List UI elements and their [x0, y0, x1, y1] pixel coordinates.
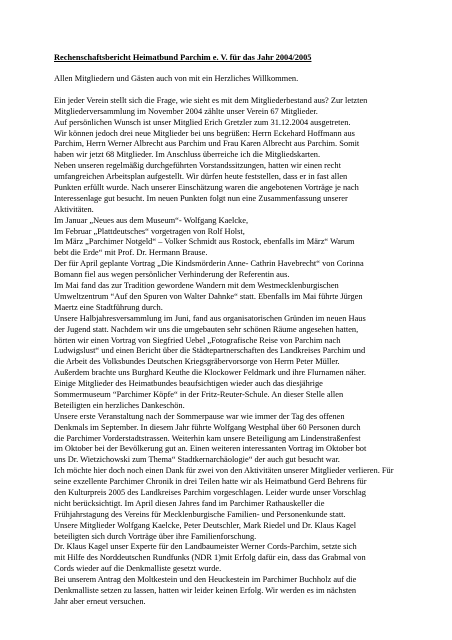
- body-text-line: der Jugend statt. Nachdem wir uns die umgebauten sehr schönen Räume angesehen hatten,: [54, 324, 359, 334]
- body-text-line: Denkmalliste setzen zu lassen, hatten wir leider keinen Erfolg. Wir werden es im nächsten: [54, 585, 357, 595]
- body-text-line: Unsere Mitglieder Wolfgang Kaelcke, Peter Deutschler, Mark Riedel und Dr. Klaus Kagel: [54, 520, 357, 530]
- document-title: Rechenschaftsbericht Heimatbund Parchim e. V. für das Jahr 2004/2005: [54, 53, 312, 62]
- body-text-line: Frühjahrstagung des Vereins für Mecklenburgische Familien- und Personenkunde statt.: [54, 509, 346, 519]
- body-text-line: die Arbeit des Volksbundes Deutschen Kriegsgräbervorsorge von Herrn Peter Müller.: [54, 357, 340, 367]
- greeting-paragraph: Allen Mitgliedern und Gästen auch von mit ein Herzliches Willkommen.: [54, 74, 299, 83]
- body-text-line: Auf persönlichen Wunsch ist unser Mitglied Erich Gretzler zum 31.12.2004 ausgetreten.: [54, 117, 351, 127]
- body-text-line: Sommermuseum “Parchimer Köpfe“ in der Fritz-Reuter-Schule. An dieser Stelle allen: [54, 389, 344, 399]
- body-text-line: haben wir jetzt 68 Mitglieder. Im Anschluss überreiche ich die Mitgliedskarten.: [54, 150, 321, 160]
- body-text-line: im Oktober bei der Bevölkerung gut an. Einen weiteren interessanten Vortrag im Oktober bot: [54, 444, 367, 454]
- body-text-line: Außerdem brachte uns Burghard Keuthe die Klockower Feldmark und ihre Flurnamen näher.: [54, 368, 366, 378]
- body-text-line: Aktivitäten.: [54, 204, 94, 214]
- body-text-line: Beteiligten ein herzliches Dankeschön.: [54, 400, 185, 410]
- body-text-line: hörten wir einen Vortrag von Siegfried Uebel „Fotografische Reise von Parchim nach: [54, 335, 341, 345]
- body-text-line: die Parchimer Vorderstadtstrassen. Weiterhin kam unsere Beteiligung am Lindenstraßenfest: [54, 433, 361, 443]
- body-text-line: Parchim, Herrn Werner Albrecht aus Parchim und Frau Karen Albrecht aus Parchim. Somit: [54, 139, 360, 149]
- body-text-line: Ein jeder Verein stellt sich die Frage, wie sieht es mit dem Mitgliederbestand aus? Zur letzten: [54, 95, 368, 105]
- body-text-line: Jahr aber erneut versuchen.: [54, 596, 146, 606]
- body-text-line: beteiligten sich durch Vorträge über ihre Familienforschung.: [54, 531, 257, 541]
- body-text-line: Im Januar „Neues aus dem Museum“- Wolfgang Kaelcke,: [54, 215, 249, 225]
- body-text-line: Interessenlage gut besucht. Im neuen Punkten folgt nun eine Zusammenfassung unserer: [54, 193, 348, 203]
- body-text-line: Bomann fiel aus wegen persönlicher Verhinderung der Referentin aus.: [54, 270, 290, 280]
- body-text-line: Unsere erste Veranstaltung nach der Sommerpause war wie immer der Tag des offenen: [54, 411, 345, 421]
- body-text-line: Ludwigslust“ und einen Bericht über die Städtepartnerschaften des Landkreises Parchim und: [54, 346, 366, 356]
- body-text-line: Ich möchte hier doch noch einen Dank für zwei von den Aktivitäten unserer Mitglieder verlieren. Für: [54, 466, 394, 476]
- body-text-line: mit Hilfe des Norddeutschen Rundfunks (NDR 1)mit Erfolg dafür ein, dass das Grabmal von: [54, 553, 366, 563]
- body-text-line: Denkmals im September. In diesem Jahr führte Wolfgang Westphal über 60 Personen durch: [54, 422, 361, 432]
- body-text-line: Einige Mitglieder des Heimatbundes beaufsichtigen wieder auch das diesjährige: [54, 379, 323, 389]
- body-text-line: den Kulturpreis 2005 des Landkreises Parchim vorgeschlagen. Leider wurde unser Vorschlag: [54, 487, 366, 497]
- body-text-line: Punkten erfüllt wurde. Nach unserer Einschätzung waren die angebotenen Vorträge je nach: [54, 183, 359, 193]
- body-text-line: umfangreichen Arbeitsplan aufgestellt. Wir dürfen heute feststellen, dass er in fast allen: [54, 172, 348, 182]
- body-text-line: Mitgliederversammlung im November 2004 zählte unser Verein 67 Mitglieder.: [54, 106, 318, 116]
- body-text-line: seine exzellente Parchimer Chronik in drei Teilen hatte wir als Heimatbund Gerd Behrens für: [54, 477, 367, 487]
- body-text-line: Maertz eine Stadtführung durch.: [54, 302, 163, 312]
- body-text-line: Im März „Parchimer Notgeld“ – Volker Schmidt aus Rostock, ebenfalls im März“ Warum: [54, 237, 355, 247]
- body-text-line: Dr. Klaus Kagel unser Experte für den Landbaumeister Werner Cords-Parchim, setzte sich: [54, 542, 357, 552]
- body-text-line: Neben unseren regelmäßig durchgeführten Vorstandssitzungen, hatten wir einen recht: [54, 161, 341, 171]
- body-text-line: Bei unserem Antrag den Moltkestein und den Heuckestein im Parchimer Buchholz auf die: [54, 575, 357, 585]
- body-text-line: Wir können jedoch drei neue Mitglieder bei uns begrüßen: Herrn Eckehard Hoffmann aus: [54, 128, 355, 138]
- body-text-line: bebt die Erde“ mit Prof. Dr. Hermann Brause.: [54, 248, 208, 258]
- body-text-line: Im Februar „Plattdeutsches“ vorgetragen von Rolf Holst,: [54, 226, 245, 236]
- body-text-line: Unsere Halbjahresversammlung im Juni, fand aus organisatorischen Gründen im neuen Haus: [54, 313, 366, 323]
- body-text-line: Cords wieder auf die Denkmalliste gesetzt wurde.: [54, 564, 222, 574]
- body-text-line: Der für April geplante Vortrag „Die Kindsmörderin Anne- Cathrin Havebrecht“ von Corinna: [54, 259, 364, 269]
- report-body: [54, 96, 412, 608]
- body-text-line: Im Mai fand das zur Tradition gewordene Wandern mit dem Westmecklenburgischen: [54, 281, 339, 291]
- body-text-line: Umweltzentrum “Auf den Spuren von Walter Dahnke“ statt. Ebenfalls im Mai führte Jürgen: [54, 291, 363, 301]
- body-text-line: uns Dr. Wietzichowski zum Thema“ Stadtkernarchäologie“ der auch gut besucht war.: [54, 455, 340, 465]
- body-text-line: nicht berücksichtigt. Im April diesen Jahres fand im Parchimer Rathauskeller die: [54, 498, 325, 508]
